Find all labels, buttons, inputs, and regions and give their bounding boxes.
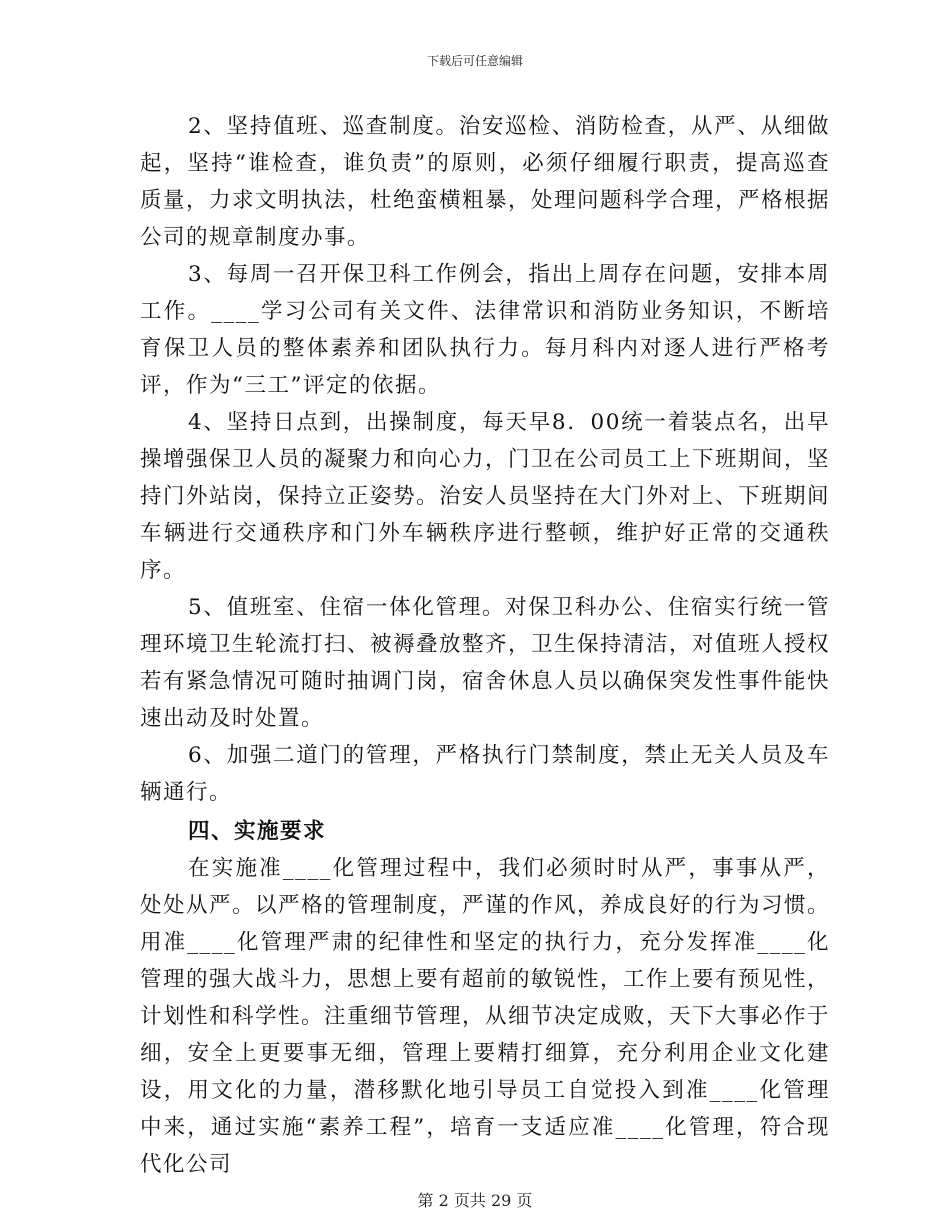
- paragraph-daily-rollcall: 4、坚持日点到，出操制度，每天早8．00统一着装点名，出早操增强保卫人员的凝聚力和向心力，门卫在公司员工上下班期间，坚持门外站岗，保持立正姿势。治安人员坚持在大门外对上、下班期间车辆进行交通秩序和门外车辆秩序进行整顿，维护好正常的交通秩序。: [140, 410, 831, 583]
- paragraph-weekly-meeting: 3、每周一召开保卫科工作例会，指出上周存在问题，安排本周工作。____学习公司有关文件、法律常识和消防业务知识，不断培育保卫人员的整体素养和团队执行力。每月科内对逐人进行严格考评，作为“三工”评定的依据。: [140, 262, 830, 398]
- document-body: [140, 108, 830, 1183]
- paragraph-implementation: 在实施准____化管理过程中，我们必须时时从严，事事从严，处处从严。以严格的管理制度，严谨的作风，养成良好的行为习惯。用准____化管理严肃的纪律性和坚定的执行力，充分发挥准____化管理的强大战斗力，思想上要有超前的敏锐性，工作上要有预见性，计划性和科学性。注重细节管理，从细节决定成败，天下大事必作于细，安全上更要事无细，管理上要精打细算，充分利用企业文化建设，用文化的力量，潜移默化地引导员工自觉投入到准____化管理中来，通过实施“素养工程”，培育一支适应准____化管理，符合现代化公司: [140, 856, 831, 1177]
- page-header: 下载后可任意编辑: [426, 54, 523, 68]
- section-heading: 四、实施要求: [188, 819, 327, 844]
- paragraph-dormitory-management: 5、值班室、住宿一体化管理。对保卫科办公、住宿实行统一管理环境卫生轮流打扫、被褥叠放整齐，卫生保持清洁，对值班人授权若有紧急情况可随时抽调门岗，宿舍休息人员以确保突发性事件能快速出动及时处置。: [140, 595, 831, 731]
- page-footer: 第 2 页共 29 页: [417, 1191, 533, 1210]
- paragraph-second-gate: 6、加强二道门的管理，严格执行门禁制度，禁止无关人员及车辆通行。: [140, 743, 830, 805]
- paragraph-duty-patrol: 2、坚持值班、巡查制度。治安巡检、消防检查，从严、从细做起，坚持“谁检查，谁负责”的原则，必须仔细履行职责，提高巡查质量，力求文明执法，杜绝蛮横粗暴，处理问题科学合理，严格根据公司的规章制度办事。: [140, 114, 831, 250]
